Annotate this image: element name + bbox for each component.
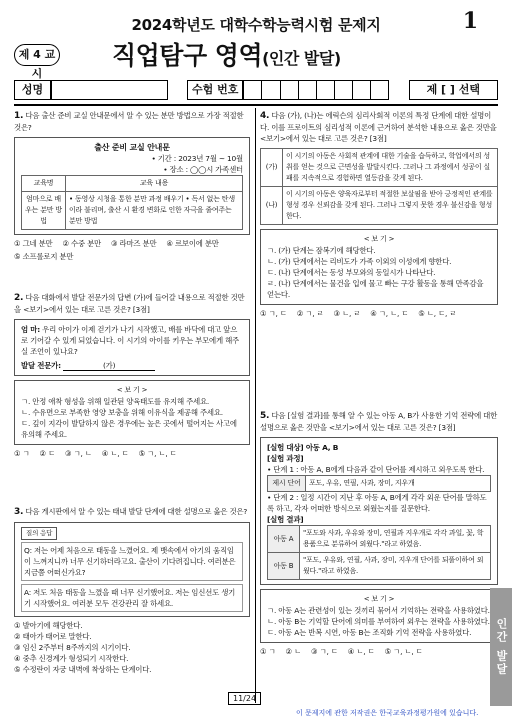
q4-ga-text: 이 시기의 아동은 사회적 관계에 대한 기술을 습득하고, 학업에서의 성취를 얻는 것으로 근면성을 발달시킨다. 그러나 그 과정에서 성공이 실패를 지속적으로 경험하면 열등감을 갖게 된다. xyxy=(283,149,498,187)
q5-ra: "포도와 사과, 우유와 장미, 연필과 지우개로 각각 과일, 꽃, 학용품으로 분류하여 외웠다."라고 하였음. xyxy=(300,526,491,553)
q5-result-title: [실험 결과] xyxy=(267,515,304,524)
option[interactable]: ⑤ 소프롤로지 분만 xyxy=(14,252,74,261)
q1-options xyxy=(14,238,250,262)
choice-selection[interactable]: 제 [ ] 선택 xyxy=(409,80,498,100)
option[interactable]: ⑤ ㄴ, ㄷ, ㄹ xyxy=(418,309,457,318)
option[interactable]: ① ㄱ xyxy=(14,449,30,458)
option[interactable]: ⑤ ㄱ, ㄴ, ㄷ xyxy=(384,647,423,656)
q5-subject: [실험 대상] 아동 A, B xyxy=(267,443,339,452)
q4-number: 4. xyxy=(260,111,270,121)
page-number: 1 xyxy=(462,8,478,34)
q3-board-tag: 질의 응답 xyxy=(21,527,57,540)
q3-answer: A: 저도 처음 태동을 느꼈을 때 너무 신기했어요. 저는 임신선도 생기기 시작했어요. 여러분 모두 건강관리 잘 하세요. xyxy=(21,584,243,612)
option[interactable]: ③ ㄴ, ㄹ xyxy=(333,309,361,318)
table-cell: • 동영상 시청을 통한 분만 과정 배우기 • 독서 없는 탄생이라 불리며, 출산 시 환경 변화로 인한 자극을 줄여주는 분만 방법 xyxy=(66,192,243,230)
q1-notice-period: • 기간 : 2023년 7월 ~ 10월 xyxy=(151,154,243,163)
q3-text: 다음 게시판에서 알 수 있는 태내 발달 단계에 대한 설명으로 옳은 것은? xyxy=(25,507,248,516)
option[interactable]: ⑤ ㄱ, ㄴ, ㄷ xyxy=(138,449,177,458)
q5-bogi xyxy=(260,589,498,643)
footer-page-number: 11/24 xyxy=(228,692,261,705)
subject-side-tab: 인간 발달 xyxy=(490,588,512,706)
q2-number: 2. xyxy=(14,293,24,303)
option[interactable]: ② 태아가 태어로 말한다. xyxy=(14,632,92,641)
bogi-item: ㄹ. (나) 단계에서는 물건을 입에 물고 빠는 구강 활동을 통해 만족감을 얻는다. xyxy=(267,279,484,299)
q1-notice-title: 출산 준비 교실 안내문 xyxy=(94,143,170,152)
exam-title: 2024학년도 대학수학능력시험 문제지 xyxy=(131,16,381,34)
session-badge: 제 4 교시 xyxy=(14,44,60,66)
q2-options xyxy=(14,448,250,459)
option[interactable]: ④ 중추 신경계가 형성되기 시작한다. xyxy=(14,654,129,663)
name-field[interactable] xyxy=(51,80,168,100)
subject-title xyxy=(112,36,341,72)
q5-result-table xyxy=(267,525,491,580)
q5-ra-label: 아동 A xyxy=(268,526,300,553)
question-1 xyxy=(14,110,250,262)
q5-number: 5. xyxy=(260,411,270,421)
subject-subtitle: (인간 발달) xyxy=(262,49,341,68)
q4-table xyxy=(260,148,498,225)
q1-notice xyxy=(14,137,250,235)
option[interactable]: ① 발아기에 해당한다. xyxy=(14,621,83,630)
bogi-item: ㄱ. 안정 애착 형성을 위해 일관된 양육태도를 유지해 주세요. xyxy=(21,397,210,406)
q5-text: 다음 [실험 결과]를 통해 알 수 있는 아동 A, B가 사용한 기억 전략에 대한 설명으로 옳은 것만을 <보기>에서 있는 대로 고른 것은? [3점] xyxy=(260,411,498,432)
q2-mom-text: 우리 아이가 이제 걷기가 나기 시작했고, 배를 바닥에 대고 앞으로 기어갈 수 있게 되었습니다. 이 시기의 아이를 키우는 부모에게 해주실 조언이 있나요? xyxy=(21,325,239,356)
q1-number: 1. xyxy=(14,111,24,121)
q2-bogi xyxy=(14,380,250,445)
option[interactable]: ② ㄴ xyxy=(285,647,302,656)
bogi-title: < 보 기 > xyxy=(363,235,395,243)
q3-number: 3. xyxy=(14,507,24,517)
option[interactable]: ① ㄱ, ㄷ xyxy=(260,309,287,318)
q1-notice-place: • 장소 : ◯◯시 가족센터 xyxy=(163,165,243,174)
exam-number-field[interactable] xyxy=(243,80,389,100)
question-3 xyxy=(14,506,250,675)
option[interactable]: ① ㄱ xyxy=(260,647,276,656)
q5-options xyxy=(260,646,498,657)
option[interactable]: ② ㄷ xyxy=(39,449,56,458)
q2-text: 다음 대화에서 발달 전문가의 답변 (가)에 들어갈 내용으로 적절한 것만을 <보기>에서 있는 대로 고른 것은? [3점] xyxy=(14,293,245,314)
question-5 xyxy=(260,410,498,657)
q5-words-table xyxy=(267,475,491,492)
copyright-note: 이 문제지에 관한 저작권은 한국교육과정평가원에 있습니다. xyxy=(296,709,479,717)
q3-options xyxy=(14,620,250,675)
q5-rb-label: 아동 B xyxy=(268,553,300,580)
q4-ga-label: (가) xyxy=(261,149,283,187)
q3-question: Q: 저는 어제 처음으로 태동을 느꼈어요. 제 뱃속에서 아기의 움직임이 느껴지니까 너무 신기하더라고요. 출산이 기다려집니다. 여러분은 지금쯤 어떠신가요? xyxy=(21,542,243,581)
q4-bogi xyxy=(260,229,498,305)
q5-step2: • 단계 2 : 일정 시간이 지난 후 아동 A, B에게 각각 외운 단어를 말하도록 하고, 각자 어떠한 방식으로 외웠는지를 질문한다. xyxy=(267,493,487,513)
table-header: 교육 내용 xyxy=(66,176,243,192)
option[interactable]: ③ 임신 2주부터 8주까지의 시기이다. xyxy=(14,643,131,652)
question-2 xyxy=(14,292,250,459)
q1-notice-table xyxy=(21,175,243,230)
table-header: 교육명 xyxy=(22,176,66,192)
option[interactable]: ① 그네 분만 xyxy=(14,239,53,248)
bogi-title: < 보 기 > xyxy=(116,386,148,394)
option[interactable]: ④ 르보이에 분만 xyxy=(166,239,219,248)
option[interactable]: ③ ㄱ, ㄴ xyxy=(65,449,92,458)
bogi-item: ㄷ. 아동 A는 반복 시연, 아동 B는 조직화 기억 전략을 사용하였다. xyxy=(267,628,472,637)
option[interactable]: ③ 라마즈 분만 xyxy=(110,239,157,248)
q5-experiment xyxy=(260,437,498,585)
subject-name: 직업탐구 영역 xyxy=(112,41,263,70)
q2-expert-label: 발달 전문가: xyxy=(21,361,61,370)
option[interactable]: ④ ㄱ, ㄴ, ㄷ xyxy=(370,309,409,318)
bogi-item: ㄷ. (나) 단계에서는 동성 부모와의 동일시가 나타난다. xyxy=(267,268,436,277)
question-4 xyxy=(260,110,498,319)
bogi-item: ㄷ. 깊이 지각이 발달하지 않은 경우에는 높은 곳에서 떨어지는 사고에 유의해 주세요. xyxy=(21,419,237,439)
q4-text: 다음 (가), (나)는 에릭슨의 심리사회적 이론의 특정 단계에 대한 설명이다. 이를 프로이트의 심리성적 이론에 근거하여 분석한 내용으로 옳은 것만을 <보기>에서 있는 대로 고른 것은? [3점] xyxy=(260,111,497,143)
q5-step1: • 단계 1 : 아동 A, B에게 다음과 같이 단어를 제시하고 외우도록 한다. xyxy=(267,465,485,474)
q3-board xyxy=(14,522,250,617)
option[interactable]: ② ㄱ, ㄹ xyxy=(296,309,324,318)
q2-mom-label: 엄 마: xyxy=(21,325,41,334)
option[interactable]: ③ ㄱ, ㄷ xyxy=(311,647,338,656)
q4-options xyxy=(260,308,498,319)
table-cell: 엄마으로 배우는 분만 방법 xyxy=(22,192,66,230)
bogi-item: ㄱ. 아동 A는 관련성이 있는 것끼리 묶어서 기억하는 전략을 사용하였다. xyxy=(267,606,490,615)
q5-words-label: 제시 단어 xyxy=(268,476,306,492)
bogi-item: ㄴ. (가) 단계에서는 리비도가 가족 이외의 이성에게 향한다. xyxy=(267,257,452,266)
q5-words: 포도, 우유, 연필, 사과, 장미, 지우개 xyxy=(306,476,491,492)
q1-text: 다음 출산 준비 교실 안내문에서 알 수 있는 분만 방법으로 가장 적절한 것은? xyxy=(14,111,244,132)
bogi-title: < 보 기 > xyxy=(363,595,395,603)
option[interactable]: ④ ㄴ, ㄷ xyxy=(101,449,129,458)
q2-blank: (가) xyxy=(63,361,155,371)
option[interactable]: ④ ㄴ, ㄷ xyxy=(347,647,375,656)
column-divider xyxy=(255,108,256,703)
q4-na-label: (나) xyxy=(261,187,283,225)
bogi-item: ㄱ. (가) 단계는 잠복기에 해당한다. xyxy=(267,246,376,255)
examinee-info-row xyxy=(14,80,498,100)
q2-dialogue xyxy=(14,319,250,376)
header-rule xyxy=(14,104,498,106)
option[interactable]: ② 수중 분만 xyxy=(62,239,101,248)
bogi-item: ㄴ. 수유면으로 부족한 영양 보충을 위해 이유식을 제공해 주세요. xyxy=(21,408,223,417)
option[interactable]: ⑤ 수정란이 자궁 내벽에 착상하는 단계이다. xyxy=(14,665,152,674)
q4-na-text: 이 시기의 아동은 양육자로부터 적절한 보살핌을 받아 긍정적인 관계를 형성 경우 신뢰감을 갖게 된다. 그러나 그렇지 못한 경우 불신감을 형성한다. xyxy=(283,187,498,225)
bogi-item: ㄴ. 아동 B는 기억할 단어에 의미를 부여하여 외우는 전략을 사용하였다. xyxy=(267,617,490,626)
exam-number-label: 수험 번호 xyxy=(187,80,243,100)
q5-rb: "포도, 우유와, 연필, 사과, 장미, 지우개 단어를 되풀이하여 외웠다."라고 하였음. xyxy=(300,553,491,580)
name-label: 성명 xyxy=(14,80,51,100)
q5-process-title: [실험 과정] xyxy=(267,454,304,463)
